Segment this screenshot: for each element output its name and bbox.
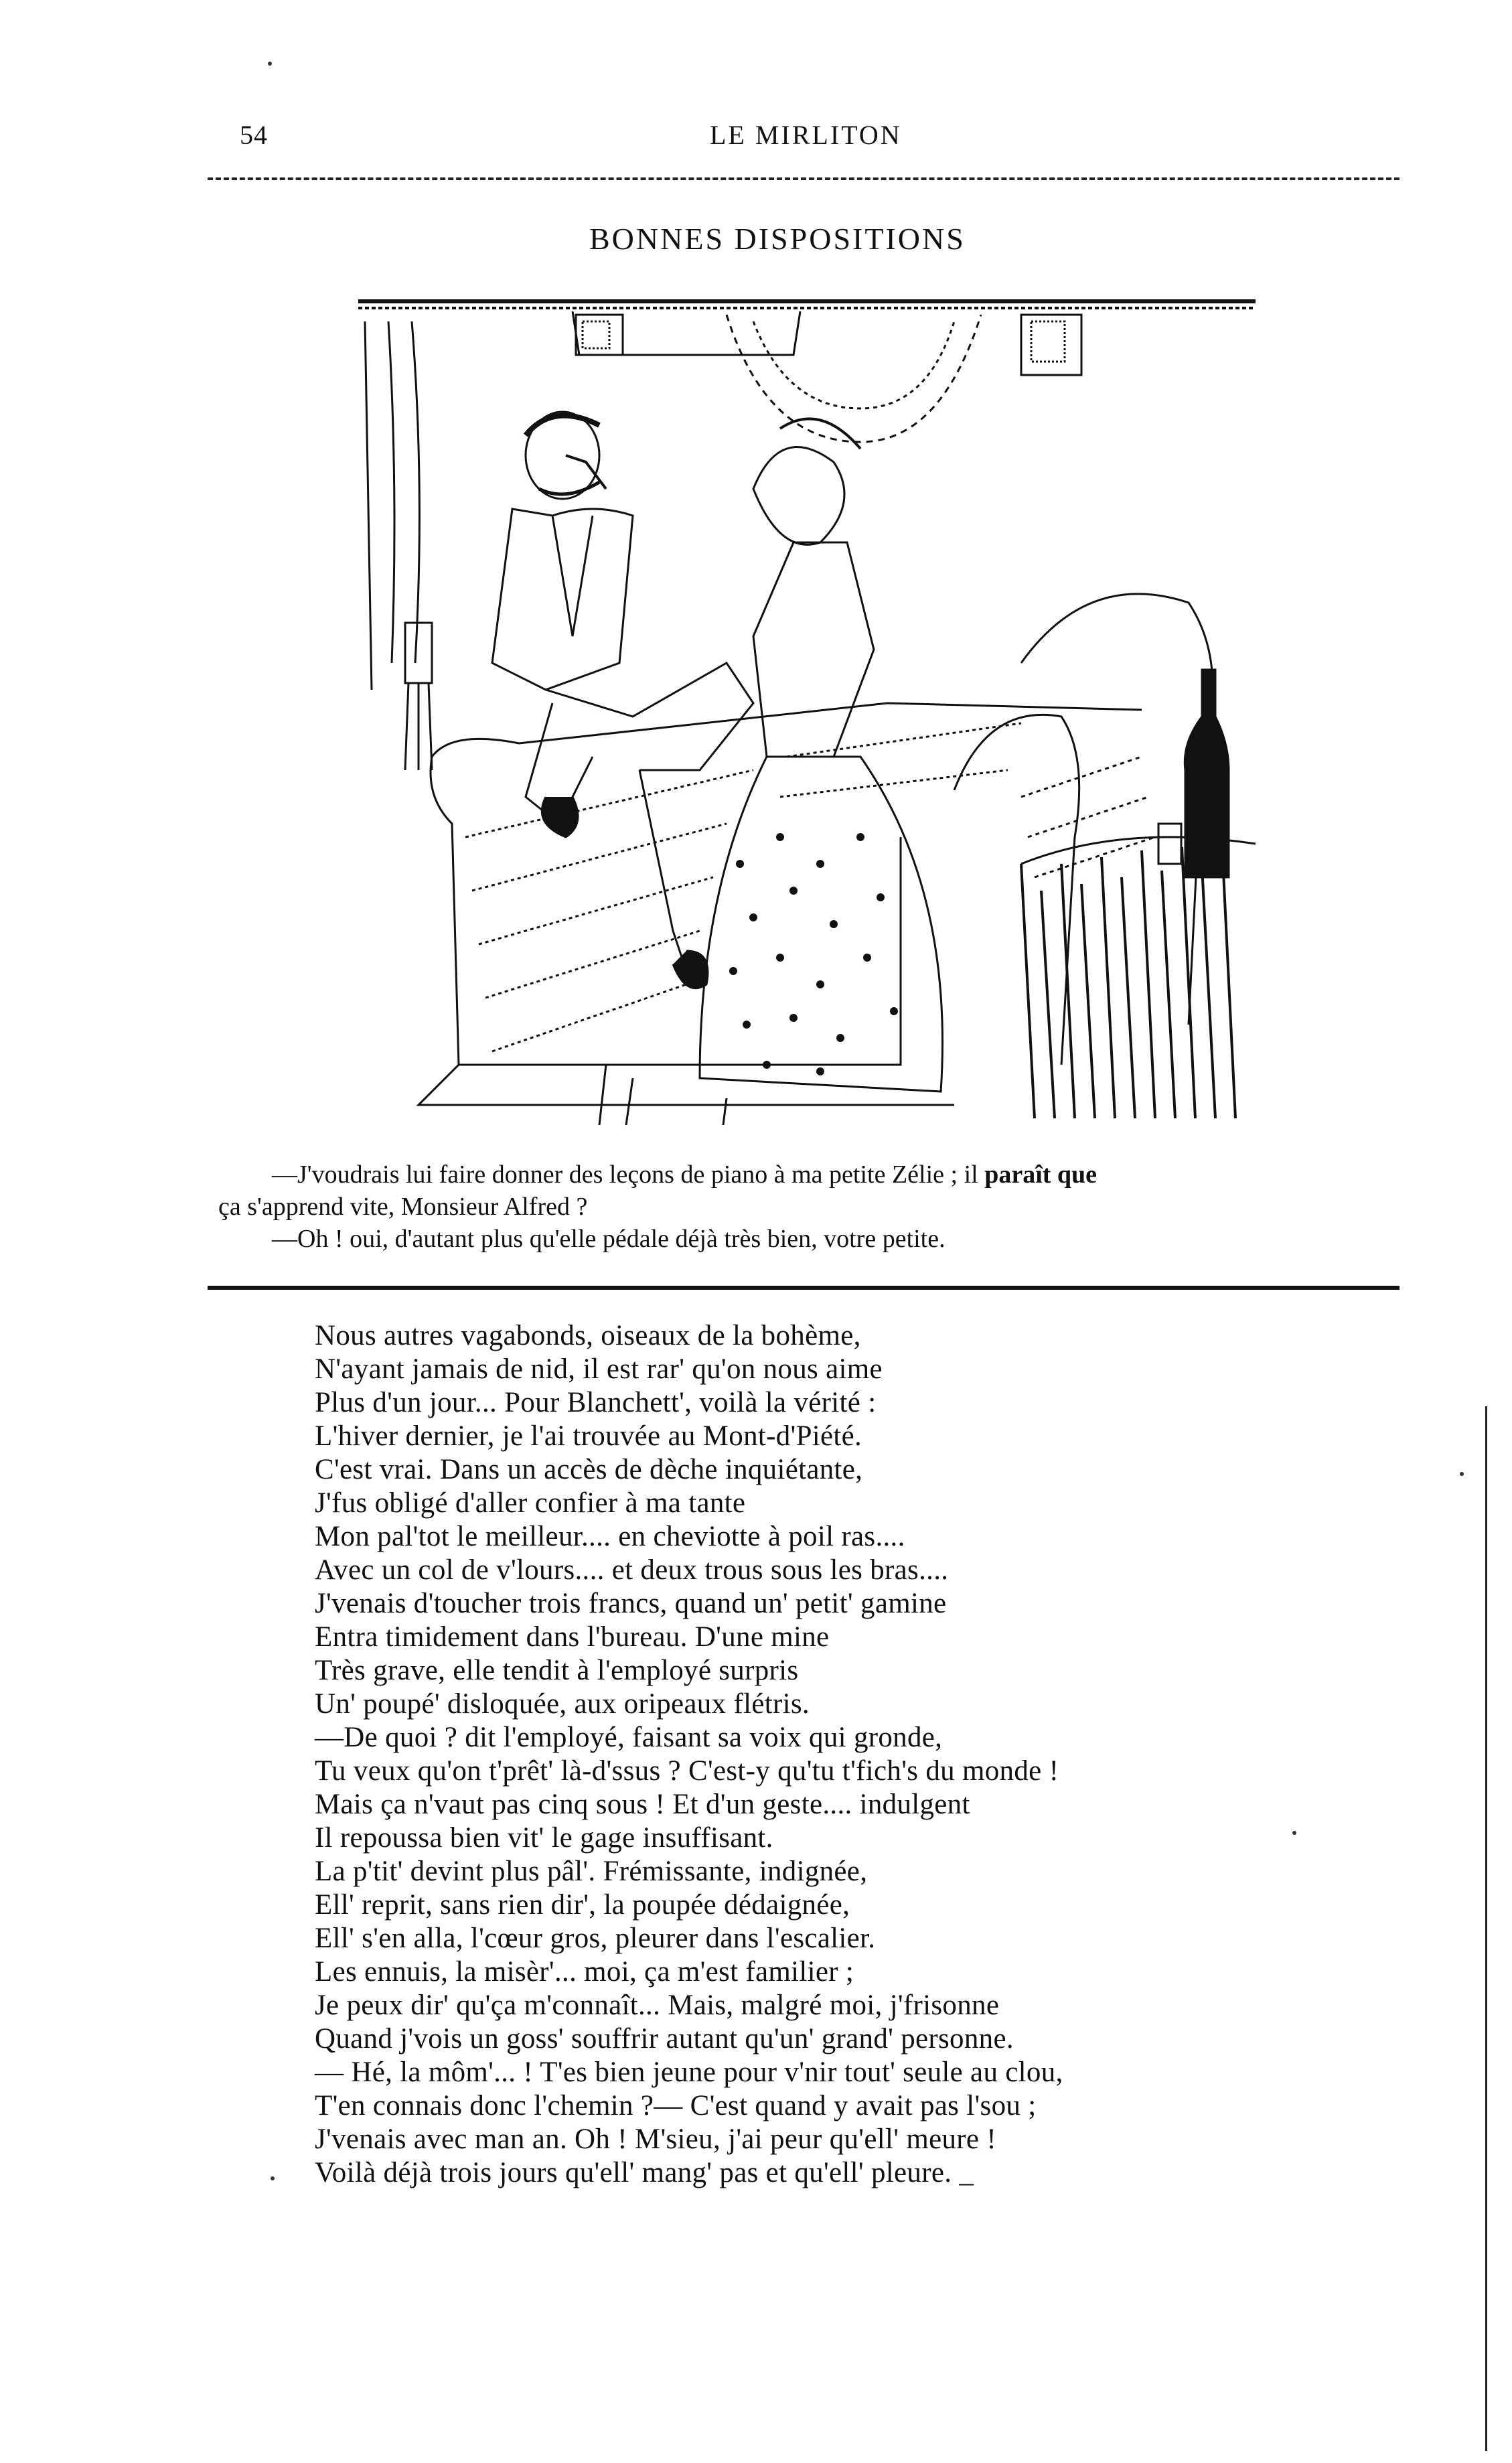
poem-line: Mon pal'tot le meilleur.... en cheviotte à poil ras.... <box>315 1521 905 1552</box>
running-title: LE MIRLITON <box>710 120 902 150</box>
poem-line: Ell' s'en alla, l'cœur gros, pleurer dans l'escalier. <box>315 1923 876 1954</box>
poem-line: — Hé, la môm'... ! T'es bien jeune pour v'nir tout' seule au clou, <box>315 2057 1063 2088</box>
poem-line: Il repoussa bien vit' le gage insuffisant. <box>315 1822 773 1854</box>
porthole-window <box>727 315 981 442</box>
poem-line: J'venais d'toucher trois francs, quand un' petit' gamine <box>315 1588 947 1619</box>
print-speck <box>268 62 272 66</box>
poem-line: J'fus obligé d'aller confier à ma tante <box>315 1487 746 1519</box>
print-speck <box>271 2176 275 2180</box>
caption-line-1-bold: paraît que <box>984 1161 1098 1189</box>
poem-line: L'hiver dernier, je l'ai trouvée au Mont-d'Piété. <box>315 1420 862 1452</box>
page-number: 54 <box>240 120 268 150</box>
poem-line: Voilà déjà trois jours qu'ell' mang' pas et qu'ell' pleure. _ <box>315 2157 974 2188</box>
poem-line: Ell' reprit, sans rien dir', la poupée dédaignée, <box>315 1889 850 1921</box>
floor-lines <box>599 1065 727 1125</box>
table <box>1021 837 1256 1118</box>
poem <box>315 1319 1386 2190</box>
poem-line: Mais ça n'vaut pas cinq sous ! Et d'un geste.... indulgent <box>315 1789 970 1820</box>
poem-line: La p'tit' devint plus pâl'. Frémissante, indignée, <box>315 1856 868 1887</box>
poem-line: N'ayant jamais de nid, il est rar' qu'on nous aime <box>315 1353 883 1385</box>
poem-line: Plus d'un jour... Pour Blanchett', voilà la vérité : <box>315 1387 877 1418</box>
poem-line: Entra timidement dans l'bureau. D'une mine <box>315 1621 830 1653</box>
poem-line: T'en connais donc l'chemin ?— C'est quand y avait pas l'sou ; <box>315 2090 1037 2121</box>
seated-man <box>492 412 753 988</box>
wall-frieze <box>358 301 1256 375</box>
caption-line-1 <box>218 1159 1404 1191</box>
poem-line: Tu veux qu'on t'prêt' là-d'ssus ? C'est-y qu'tu t'fich's du monde ! <box>315 1755 1059 1787</box>
illustration <box>352 288 1262 1132</box>
sofa <box>419 703 1142 1105</box>
poem-line: Très grave, elle tendit à l'employé surpris <box>315 1655 799 1686</box>
seated-woman <box>700 419 943 1092</box>
armchair <box>954 594 1213 1065</box>
left-curtain <box>365 321 432 770</box>
caption-line-3: —Oh ! oui, d'autant plus qu'elle pédale déjà très bien, votre petite. <box>272 1225 946 1253</box>
section-rule <box>208 1286 1400 1290</box>
poem-line: Avec un col de v'lours.... et deux trous sous les bras.... <box>315 1554 949 1586</box>
poem-line: Quand j'vois un goss' souffrir autant qu'un' grand' personne. <box>315 2023 1014 2055</box>
article-title: BONNES DISPOSITIONS <box>589 222 966 256</box>
poem-line: —De quoi ? dit l'employé, faisant sa voix qui gronde, <box>315 1722 943 1753</box>
page-edge-line <box>1485 1406 1487 2451</box>
print-speck <box>1460 1472 1464 1476</box>
poem-line: Nous autres vagabonds, oiseaux de la bohème, <box>315 1320 861 1351</box>
print-speck <box>1292 1831 1296 1835</box>
poem-line: C'est vrai. Dans un accès de dèche inquiétante, <box>315 1454 863 1485</box>
poem-line: Les ennuis, la misèr'... moi, ça m'est familier ; <box>315 1956 854 1988</box>
poem-line: Un' poupé' disloquée, aux oripeaux flétris. <box>315 1688 810 1720</box>
header-rule <box>208 177 1400 180</box>
caption-line-1-text: —J'voudrais lui faire donner des leçons de piano à ma petite Zélie ; il <box>272 1161 985 1189</box>
poem-line: J'venais avec man an. Oh ! M'sieu, j'ai peur qu'ell' meure ! <box>315 2123 996 2155</box>
poem-line: Je peux dir' qu'ça m'connaît... Mais, malgré moi, j'frisonne <box>315 1990 1000 2021</box>
bottle <box>1158 670 1229 877</box>
caption-line-2: ça s'apprend vite, Monsieur Alfred ? <box>218 1193 588 1221</box>
